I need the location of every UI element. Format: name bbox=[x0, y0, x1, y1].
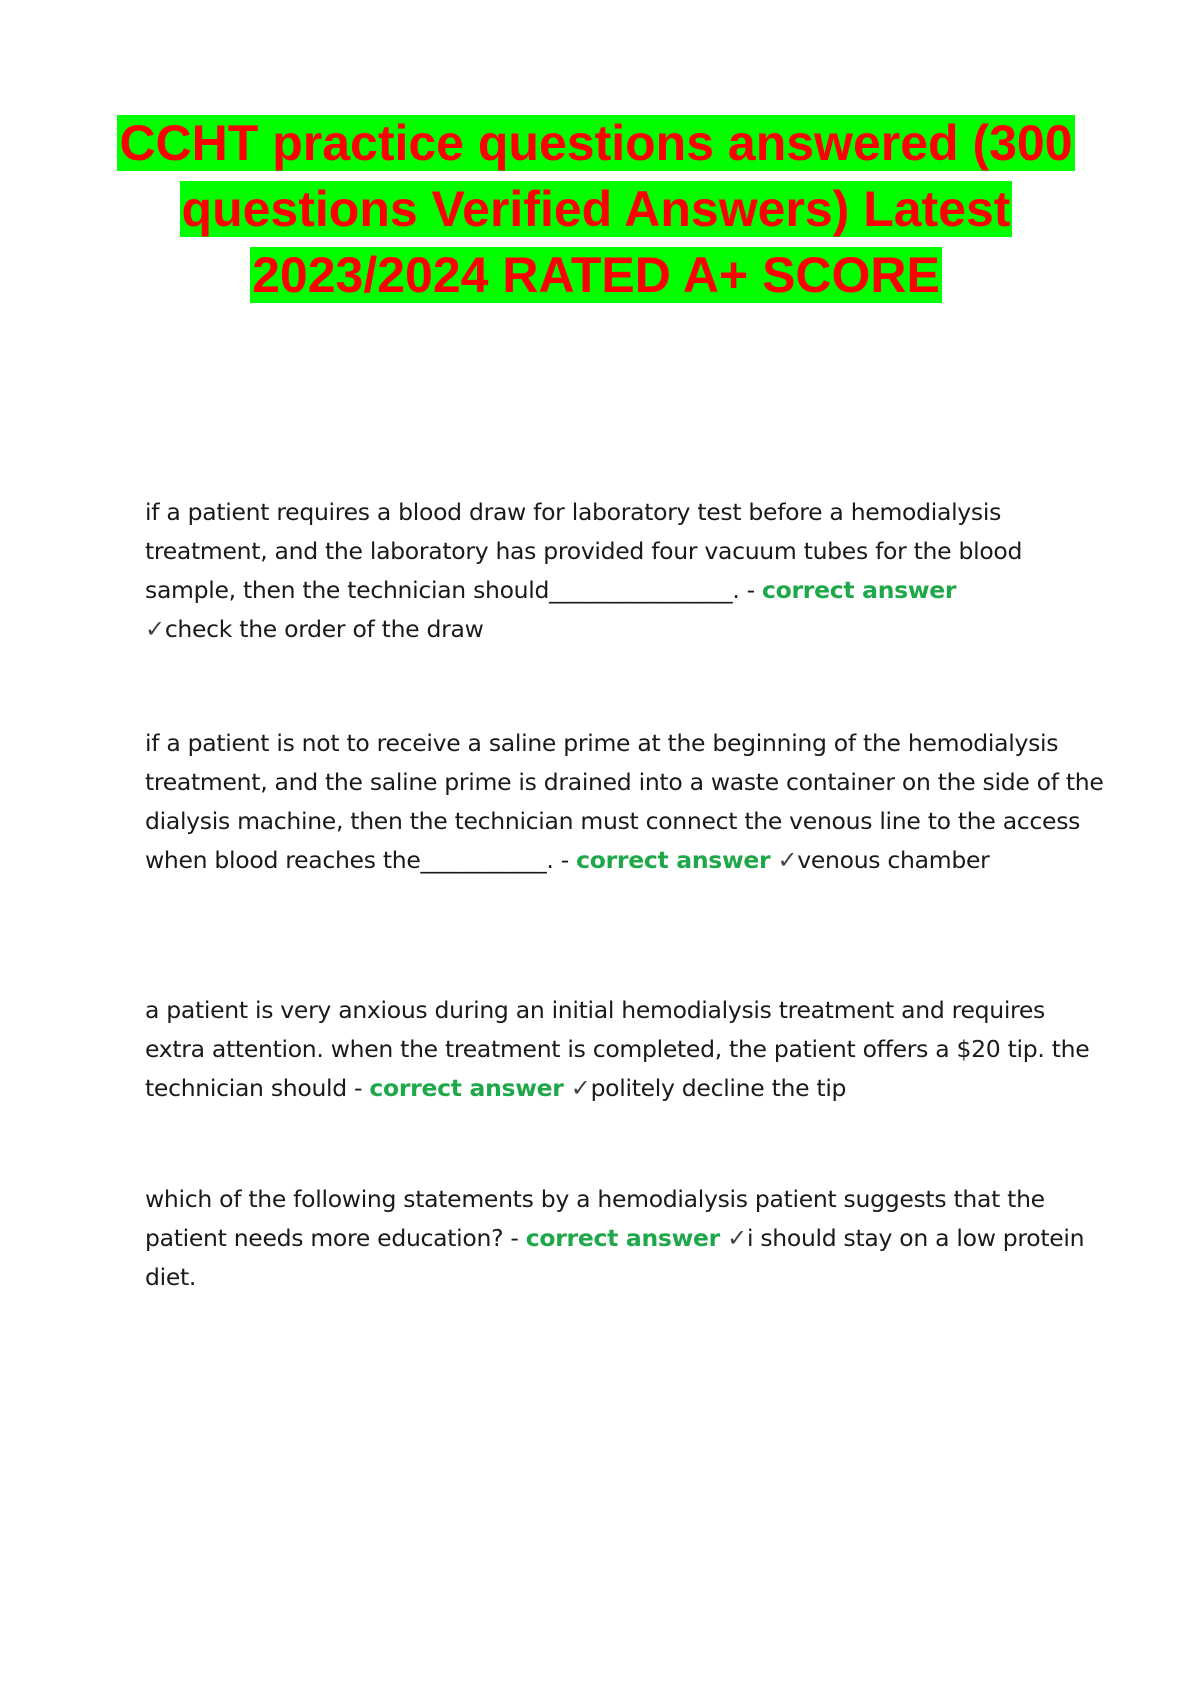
question-text: if a patient requires a blood draw for laboratory test before a hemodialysis treatment, and the laboratory has provided four vacuum tubes for the blood sample, then the technician should________________. bbox=[145, 498, 1023, 604]
separator: - bbox=[346, 1074, 370, 1102]
check-mark-icon: ✓ bbox=[727, 1224, 747, 1252]
answer-text: i should stay on a low protein diet. bbox=[145, 1224, 1085, 1291]
check-mark-icon: ✓ bbox=[777, 846, 798, 874]
separator: - bbox=[739, 576, 763, 604]
title-line-1: CCHT practice questions answered (300 bbox=[119, 115, 1073, 171]
question-text: if a patient is not to receive a saline prime at the beginning of the hemodialysis treatment, and the saline prime is drained into a waste container on the side of the dialysis machine, then the technician must connect the venous line to the access when blood reaches the___________. bbox=[145, 729, 1104, 874]
answer-text: check the order of the draw bbox=[164, 615, 484, 643]
correct-answer-label: correct answer bbox=[576, 846, 771, 874]
question-block-3 bbox=[145, 991, 1105, 1108]
correct-answer-label: correct answer bbox=[369, 1074, 564, 1102]
question-block-4 bbox=[145, 1180, 1105, 1297]
question-text: a patient is very anxious during an initial hemodialysis treatment and requires extra attention. when the treatment is completed, the patient offers a $20 tip. the technician should bbox=[145, 996, 1090, 1102]
title-line-3: 2023/2024 RATED A+ SCORE bbox=[252, 247, 940, 303]
separator: - bbox=[553, 846, 577, 874]
question-block-1 bbox=[145, 493, 1105, 649]
correct-answer-label: correct answer bbox=[762, 576, 957, 604]
separator: - bbox=[503, 1224, 526, 1252]
document-title bbox=[96, 110, 1096, 308]
check-mark-icon: ✓ bbox=[145, 615, 165, 643]
question-block-2 bbox=[145, 724, 1105, 880]
title-line-2: questions Verified Answers) Latest bbox=[181, 181, 1011, 237]
answer-text: politely decline the tip bbox=[590, 1074, 847, 1102]
answer-text: venous chamber bbox=[797, 846, 990, 874]
question-text: which of the following statements by a hemodialysis patient suggests that the patient needs more education? bbox=[145, 1185, 1045, 1252]
check-mark-icon: ✓ bbox=[570, 1074, 591, 1102]
correct-answer-label: correct answer bbox=[525, 1224, 720, 1252]
